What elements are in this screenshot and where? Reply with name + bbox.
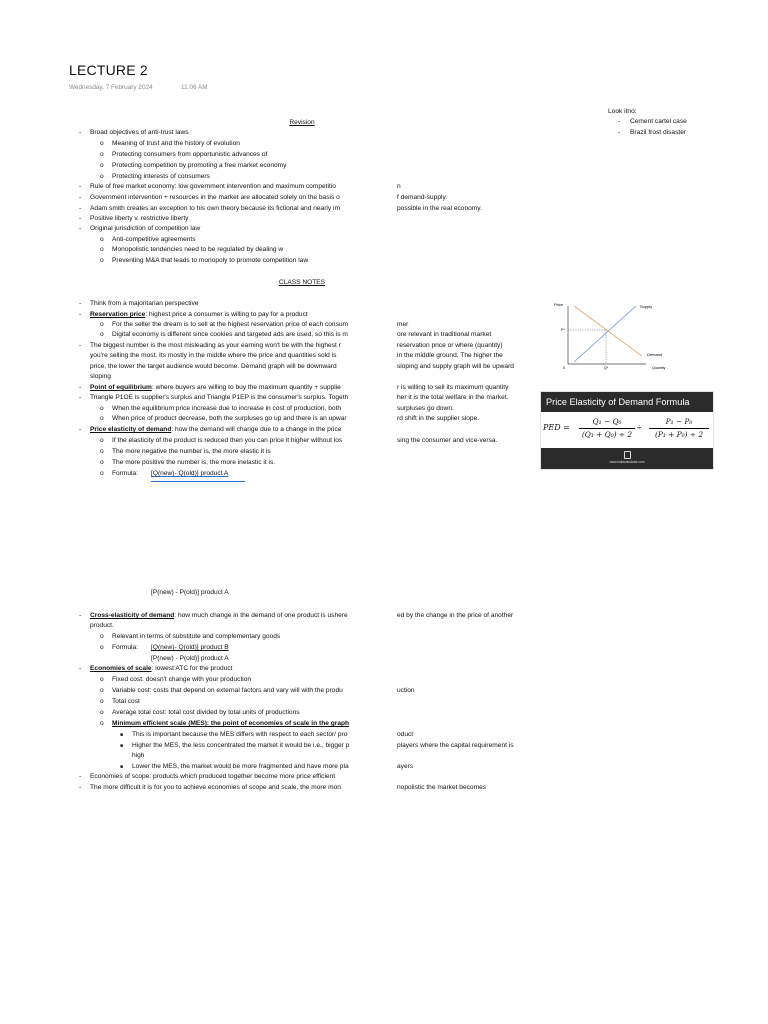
formula-denominator: [P(new) - P(old)] product A	[151, 655, 229, 662]
bullet-circle: o	[100, 633, 104, 640]
p-star-label: P*	[561, 328, 565, 332]
bullet-circle: o	[100, 676, 104, 683]
supply-demand-diagram	[550, 300, 680, 376]
bullet-circle: o	[100, 720, 104, 727]
formula-divider	[151, 481, 245, 482]
ped-footer-url: www.indiacalculator.com	[609, 460, 645, 464]
note-line-mes: Minimum efficient scale (MES): the point of economies of scale in the graph	[112, 720, 350, 727]
x-axis-label: Quantity	[652, 366, 666, 370]
note-line-cont: ed by the change in the price of another	[397, 612, 514, 619]
ped-card-footer	[541, 448, 713, 469]
note-line: Economies of scope: products which produced together become more price efficient	[90, 773, 336, 780]
note-line: The more difficult it is for you to achieve economies of scope and scale, the more mon	[90, 784, 341, 791]
note-line-cont: uction	[397, 687, 415, 694]
revision-line-cont: n	[397, 183, 401, 190]
ped-num2: P₁ − P₀	[665, 417, 693, 426]
ped-formula-card	[540, 391, 714, 470]
y-axis-label: Price	[554, 302, 564, 307]
note-line-cont: oduct	[397, 731, 414, 738]
term-price-elasticity: Price elasticity of demand	[90, 426, 172, 433]
ped-den2: (P₁ + P₀) ÷ 2	[649, 428, 709, 441]
note-line: high	[132, 752, 145, 759]
look-into-bullet: -	[618, 129, 621, 136]
revision-line: Government intervention + resources in the market are allocated solely on the basis o	[90, 194, 340, 201]
bullet-circle: o	[100, 437, 104, 444]
bullet-dash: -	[79, 183, 82, 190]
calculator-icon	[624, 451, 631, 459]
note-line: Fixed cost: doesn't change with your production	[112, 676, 252, 683]
formula-label: Formula:	[112, 470, 139, 477]
revision-line-cont: f demand-supply.	[397, 194, 448, 201]
bullet-circle: o	[100, 698, 104, 705]
note-line-cont: in the middle ground. The higher the	[397, 352, 503, 359]
bullet-dash: -	[79, 342, 82, 349]
formula-label: Formula:	[112, 644, 139, 651]
term-definition: : highest price a consumer is willing to pay for a product	[145, 311, 308, 318]
bullet-circle: o	[100, 644, 104, 651]
bullet-circle: o	[100, 470, 104, 477]
term-definition: : how much change in the demand of one product is ushere	[174, 612, 348, 619]
note-line-cont: her it is the total welfare in the market.	[397, 394, 509, 401]
look-into-item: Brazil frost disaster	[630, 129, 687, 136]
bullet-circle: o	[100, 709, 104, 716]
bullet-dash: -	[79, 773, 82, 780]
ped-fraction-price	[649, 416, 709, 441]
bullet-circle: o	[100, 257, 104, 264]
bullet-square: ■	[120, 743, 124, 749]
page-time: 11:06 AM	[181, 84, 208, 91]
term-economies-of-scale: Economies of scale	[90, 665, 152, 672]
bullet-dash: -	[79, 311, 82, 318]
page-date: Wednesday, 7 February 2024	[69, 84, 153, 91]
bullet-dash: -	[79, 225, 82, 232]
bullet-circle: o	[100, 151, 104, 158]
note-line: For the seller the dream is to sell at the highest reservation price of each consum	[112, 321, 349, 328]
bullet-circle: o	[100, 415, 104, 422]
note-line: The more positive the number is, the more inelastic it is.	[112, 459, 276, 466]
revision-line: Protecting consumers from opportunistic advances of	[112, 151, 268, 158]
ped-den1: (Q₁ + Q₀) ÷ 2	[579, 428, 635, 441]
note-line-cont: r is willing to sell its maximum quantity	[397, 384, 509, 391]
note-line: you're selling the most. Its mostly in the middle where the price and quantities sold is	[90, 352, 337, 359]
bullet-circle: o	[100, 236, 104, 243]
bullet-dash: -	[79, 665, 82, 672]
note-line-cont: reservation price or where (quantity)	[397, 342, 503, 349]
note-line: This is important because the MES differs with respect to each sector/ pro	[132, 731, 348, 738]
revision-line: Original jurisdiction of competition law	[90, 225, 201, 232]
supply-label: Supply	[640, 304, 653, 309]
note-line: The biggest number is the most misleading as your earning won't be with the highest r	[90, 342, 341, 349]
note-line: When price of product decrease, both the surpluses go up and there is an upwar	[112, 415, 347, 422]
note-line: Average total cost: total cost divided by total units of productions	[112, 709, 300, 716]
term-definition: : lowest ATC for the product	[151, 665, 233, 672]
note-line	[90, 384, 341, 392]
revision-line: Protecting interests of consumers	[112, 173, 210, 180]
formula-denominator: [P(new) - P(old)] product A	[151, 589, 229, 596]
note-line-cont: sloping and supply graph will be upward	[397, 363, 514, 370]
revision-line: Monopolistic tendencies need to be regulated by dealing w	[112, 246, 284, 253]
formula-numerator: [Q(new)- Q(old)] product A	[151, 470, 229, 477]
note-line: Triangle P1OE is supplier's surplus and Triangle P1EP is the consumer's surplus. Togeth	[90, 394, 349, 401]
note-line: Lower the MES, the market would be more fragmented and have more pla	[132, 763, 349, 770]
term-definition: : how the demand will change due to a change in the price	[171, 426, 342, 433]
class-notes-heading: CLASS NOTES	[278, 279, 326, 286]
term-reservation-price: Reservation price	[90, 311, 146, 318]
revision-line: Protecting competition by promoting a free market economy	[112, 162, 287, 169]
demand-label: Demand	[647, 352, 663, 357]
term-cross-elasticity: Cross-elasticity of demand	[90, 612, 175, 619]
formula-numerator: [Q(new)- Q(old)] product B	[151, 644, 229, 651]
bullet-circle: o	[100, 405, 104, 412]
bullet-circle: o	[100, 448, 104, 455]
bullet-square: ■	[120, 732, 124, 738]
revision-line: Rule of free market economy: low government intervention and maximum competitio	[90, 183, 336, 190]
bullet-dash: -	[79, 129, 82, 136]
bullet-dash: -	[79, 300, 82, 307]
ped-fraction-quantity	[579, 416, 635, 441]
note-line	[90, 665, 232, 673]
note-line-cont: surpluses go down.	[397, 405, 454, 412]
bullet-dash: -	[79, 784, 82, 791]
bullet-circle: o	[100, 246, 104, 253]
bullet-dash: -	[79, 205, 82, 212]
origin-label: 0	[563, 366, 565, 370]
bullet-circle: o	[100, 321, 104, 328]
note-line: The more negative the number is, the more elastic it is	[112, 448, 271, 455]
bullet-circle: o	[100, 140, 104, 147]
bullet-dash: -	[79, 394, 82, 401]
ped-lhs: PED =	[543, 423, 570, 432]
note-line-cont: sing the consumer and vice-versa.	[397, 437, 498, 444]
note-line-cont: rd shift in the supplier slope.	[397, 415, 480, 422]
note-line-cont: mer	[397, 321, 409, 328]
revision-heading: Revision	[289, 119, 315, 126]
ped-equation	[541, 412, 713, 447]
revision-line: Adam smith creates an exception to his own theory because its fictional and nearly im	[90, 205, 340, 212]
bullet-circle: o	[100, 331, 104, 338]
term-point-of-equilibrium: Point of equilibrium	[90, 384, 152, 391]
note-line: product.	[90, 622, 114, 629]
bullet-dash: -	[79, 426, 82, 433]
revision-line: Meaning of trust and the history of evolution	[112, 140, 240, 147]
supply-curve	[574, 306, 636, 362]
bullet-dash: -	[79, 384, 82, 391]
look-into-bullet: -	[618, 118, 621, 125]
note-line: Digital economy is different since cookies and targeted ads are used, so this is m	[112, 331, 348, 338]
note-line	[90, 612, 348, 620]
ped-card-title: Price Elasticity of Demand Formula	[541, 392, 713, 412]
note-line: Higher the MES, the less concentrated the market it would be i.e., bigger p	[132, 742, 350, 749]
revision-line: Anti-competitive agreements	[112, 236, 196, 243]
note-line: When the equilibrium price increase due to increase in cost of production, both	[112, 405, 342, 412]
look-into-item: Cement cartel case	[630, 118, 687, 125]
note-line-cont: ore relevant in traditional market	[397, 331, 492, 338]
note-line	[90, 426, 341, 434]
note-line: Variable cost: costs that depend on external factors and vary will with the produ	[112, 687, 343, 694]
note-line-cont: nopolistic the market becomes	[397, 784, 487, 791]
q-star-label: Q*	[604, 366, 609, 370]
page-title: LECTURE 2	[69, 62, 148, 78]
bullet-circle: o	[100, 162, 104, 169]
look-into-heading: Look itno:	[608, 108, 637, 115]
note-line	[90, 311, 308, 319]
note-line: price, the lower the target audience would become. Demand graph will be downward	[90, 363, 337, 370]
note-line-cont: ayers	[397, 763, 414, 770]
term-definition: : where buyers are willing to buy the maximum quantity + supplie	[151, 384, 341, 391]
ped-divide-sign: ÷	[637, 423, 642, 432]
bullet-dash: -	[79, 194, 82, 201]
bullet-circle: o	[100, 173, 104, 180]
demand-curve	[574, 306, 642, 356]
note-line: If the elasticity of the product is reduced then you can price it higher without los	[112, 437, 343, 444]
note-line: Relevant in terms of substitute and complementary goods	[112, 633, 281, 640]
bullet-square: ■	[120, 764, 124, 770]
bullet-dash: -	[79, 612, 82, 619]
note-line: sloping	[90, 373, 111, 380]
bullet-circle: o	[100, 459, 104, 466]
bullet-circle: o	[100, 687, 104, 694]
ped-num1: Q₁ − Q₀	[592, 417, 622, 426]
revision-line-cont: possible in the real economy.	[397, 205, 482, 212]
revision-line: Positive liberty v. restrictive liberty	[90, 215, 189, 222]
bullet-dash: -	[79, 215, 82, 222]
revision-line: Broad objectives of anti-trust laws	[90, 129, 189, 136]
note-line: Total cost	[112, 698, 140, 705]
note-line-cont: players where the capital requirement is	[397, 742, 514, 749]
revision-line: Preventing M&A that leads to monopoly to promote competition law	[112, 257, 309, 264]
note-line: Think from a majoritarian perspective	[90, 300, 199, 307]
